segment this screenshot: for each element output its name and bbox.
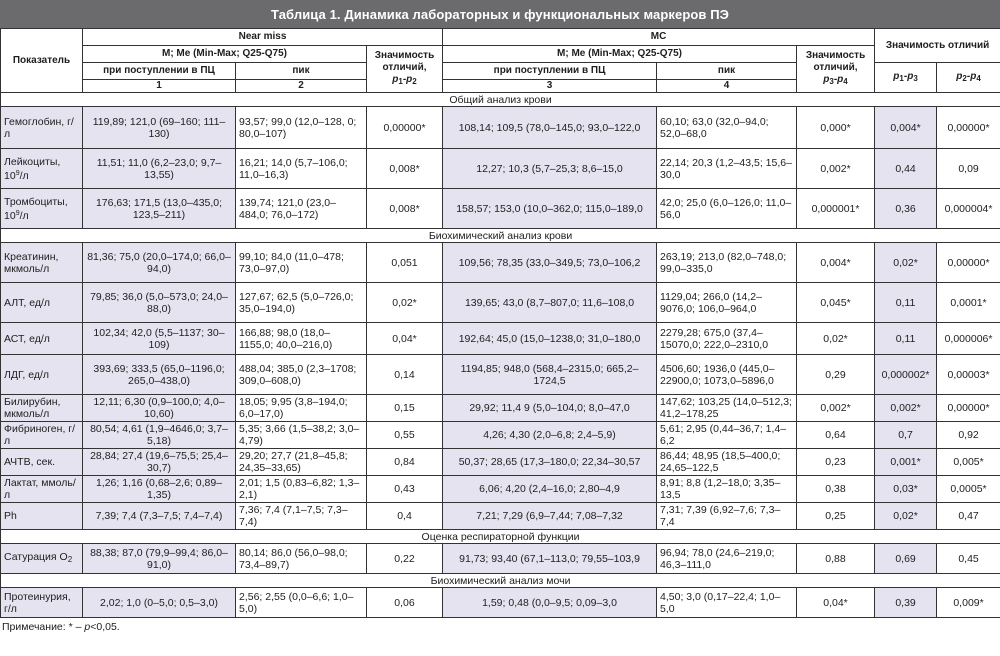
table-row [1, 588, 1000, 618]
sig-p1-p2-cell: 0,43 [367, 476, 443, 503]
table-row [1, 283, 1000, 323]
header-sig-diff: Значимость отличий [875, 29, 1000, 63]
header-stat-left: М; Me (Min-Max; Q25-Q75) [83, 46, 367, 63]
sig-p1-p2-cell: 0,22 [367, 544, 443, 574]
mc-admission-cell: 192,64; 45,0 (15,0–1238,0; 31,0–180,0 [443, 323, 657, 355]
table-row [1, 189, 1000, 229]
mc-admission-cell: 91,73; 93,40 (67,1–113,0; 79,55–103,9 [443, 544, 657, 574]
near-miss-admission-cell: 11,51; 11,0 (6,2–23,0; 9,7–13,55) [83, 149, 236, 189]
indicator-name [1, 243, 83, 283]
mc-peak-cell: 4506,60; 1936,0 (445,0–22900,0; 1073,0–5896,0 [657, 355, 797, 395]
near-miss-peak-cell: 127,67; 62,5 (5,0–726,0; 35,0–194,0) [236, 283, 367, 323]
mc-peak-cell: 147,62; 103,25 (14,0–512,3; 41,2–178,25 [657, 395, 797, 422]
indicator-name [1, 395, 83, 422]
sig-p3-p4-cell: 0,045* [797, 283, 875, 323]
indicator-label: Фибриноген, г/л [4, 423, 76, 447]
indicator-name [1, 283, 83, 323]
mc-admission-cell: 50,37; 28,65 (17,3–180,0; 22,34–30,57 [443, 449, 657, 476]
table-row [1, 544, 1000, 574]
header-indicator: Показатель [1, 29, 83, 93]
mc-peak-cell: 5,61; 2,95 (0,44–36,7; 1,4–6,2 [657, 422, 797, 449]
sig-p3-p4-cell: 0,38 [797, 476, 875, 503]
near-miss-admission-cell: 176,63; 171,5 (13,0–435,0; 123,5–211) [83, 189, 236, 229]
sig-p1-p2-cell: 0,008* [367, 189, 443, 229]
mc-peak-cell: 22,14; 20,3 (1,2–43,5; 15,6–30,0 [657, 149, 797, 189]
near-miss-admission-cell: 119,89; 121,0 (69–160; 111–130) [83, 107, 236, 149]
col-number-1: 1 [83, 80, 236, 93]
indicator-name [1, 149, 83, 189]
section-row [1, 229, 1000, 243]
near-miss-peak-cell: 99,10; 84,0 (11,0–478; 73,0–97,0) [236, 243, 367, 283]
mc-peak-cell: 263,19; 213,0 (82,0–748,0; 99,0–335,0 [657, 243, 797, 283]
near-miss-peak-cell: 18,05; 9,95 (3,8–194,0; 6,0–17,0) [236, 395, 367, 422]
mc-admission-cell: 7,21; 7,29 (6,9–7,44; 7,08–7,32 [443, 503, 657, 530]
near-miss-admission-cell: 28,84; 27,4 (19,6–75,5; 25,4–30,7) [83, 449, 236, 476]
table-title: Таблица 1. Динамика лабораторных и функциональных маркеров ПЭ [0, 0, 1000, 28]
indicator-superscript: 9 [15, 169, 20, 177]
sig-p2-p4-cell: 0,00000* [937, 395, 1000, 422]
col-number-4: 4 [657, 80, 797, 93]
sig-p1-p2-cell: 0,051 [367, 243, 443, 283]
indicator-subscript: 2 [67, 555, 73, 564]
indicator-name [1, 588, 83, 618]
mc-peak-cell: 1129,04; 266,0 (14,2–9076,0; 106,0–964,0 [657, 283, 797, 323]
mc-admission-cell: 12,27; 10,3 (5,7–25,3; 8,6–15,0 [443, 149, 657, 189]
indicator-name [1, 476, 83, 503]
indicator-name [1, 422, 83, 449]
sig-p1-p2-cell: 0,00000* [367, 107, 443, 149]
sig-p3-p4-cell: 0,004* [797, 243, 875, 283]
sig-p1-p3-cell: 0,02* [875, 503, 937, 530]
header-mc: МС [443, 29, 875, 46]
near-miss-peak-cell: 5,35; 3,66 (1,5–38,2; 3,0–4,79) [236, 422, 367, 449]
sig-p1-p3-cell: 0,002* [875, 395, 937, 422]
sig-p1-p3-cell: 0,02* [875, 243, 937, 283]
mc-peak-cell: 42,0; 25,0 (6,0–126,0; 11,0–56,0 [657, 189, 797, 229]
near-miss-peak-cell: 93,57; 99,0 (12,0–128, 0; 80,0–107) [236, 107, 367, 149]
section-row [1, 574, 1000, 588]
mc-admission-cell: 108,14; 109,5 (78,0–145,0; 93,0–122,0 [443, 107, 657, 149]
mc-peak-cell: 7,31; 7,39 (6,92–7,6; 7,3–7,4 [657, 503, 797, 530]
indicator-label: Билирубин, мкмоль/л [4, 396, 61, 420]
header-p24: $p_2-p_4$ [937, 63, 1000, 93]
sig-p1-p3-cell: 0,000002* [875, 355, 937, 395]
table-row [1, 323, 1000, 355]
indicator-label: Гемоглобин, г/л [4, 115, 74, 140]
sig-p2-p4-cell: 0,47 [937, 503, 1000, 530]
indicator-label: Ph [4, 510, 17, 522]
near-miss-admission-cell: 393,69; 333,5 (65,0–1196,0; 265,0–438,0) [83, 355, 236, 395]
sig-p3-p4-cell: 0,04* [797, 588, 875, 618]
mc-peak-cell: 4,50; 3,0 (0,17–22,4; 1,0–5,0 [657, 588, 797, 618]
near-miss-peak-cell: 2,01; 1,5 (0,83–6,82; 1,3–2,1) [236, 476, 367, 503]
table-row [1, 107, 1000, 149]
sig-p3-p4-cell: 0,23 [797, 449, 875, 476]
indicator-name [1, 355, 83, 395]
header-stat-right: М; Me (Min-Max; Q25-Q75) [443, 46, 797, 63]
table-row [1, 395, 1000, 422]
near-miss-admission-cell: 12,11; 6,30 (0,9–100,0; 4,0–10,60) [83, 395, 236, 422]
indicator-superscript: 9 [15, 209, 20, 217]
sig-p1-p3-cell: 0,44 [875, 149, 937, 189]
mc-peak-cell: 96,94; 78,0 (24,6–219,0; 46,3–111,0 [657, 544, 797, 574]
section-row [1, 530, 1000, 544]
sig-p1-p3-cell: 0,11 [875, 283, 937, 323]
sig-p1-p3-cell: 0,03* [875, 476, 937, 503]
sig-p2-p4-cell: 0,000006* [937, 323, 1000, 355]
near-miss-admission-cell: 102,34; 42,0 (5,5–1137; 30–109) [83, 323, 236, 355]
sig-p2-p4-cell: 0,000004* [937, 189, 1000, 229]
mc-admission-cell: 1194,85; 948,0 (568,4–2315,0; 665,2–1724,5 [443, 355, 657, 395]
sig-p1-p3-cell: 0,7 [875, 422, 937, 449]
sig-p1-p3-cell: 0,39 [875, 588, 937, 618]
header-sig34: Значимость отличий, $p_3-p_4$ [797, 46, 875, 93]
indicator-label: Тромбоциты, 10 [4, 195, 68, 222]
near-miss-admission-cell: 88,38; 87,0 (79,9–99,4; 86,0–91,0) [83, 544, 236, 574]
sig-p1-p2-cell: 0,15 [367, 395, 443, 422]
sig-p2-p4-cell: 0,0001* [937, 283, 1000, 323]
sig-p3-p4-cell: 0,29 [797, 355, 875, 395]
table-row [1, 476, 1000, 503]
header-admission-mc: при поступлении в ПЦ [443, 63, 657, 80]
mc-admission-cell: 109,56; 78,35 (33,0–349,5; 73,0–106,2 [443, 243, 657, 283]
mc-admission-cell: 4,26; 4,30 (2,0–6,8; 2,4–5,9) [443, 422, 657, 449]
sig-p1-p2-cell: 0,04* [367, 323, 443, 355]
sig-p2-p4-cell: 0,0005* [937, 476, 1000, 503]
near-miss-peak-cell: 2,56; 2,55 (0,0–6,6; 1,0–5,0) [236, 588, 367, 618]
indicator-label: Протеинурия, г/л [4, 590, 71, 615]
col-number-3: 3 [443, 80, 657, 93]
near-miss-peak-cell: 16,21; 14,0 (5,7–106,0; 11,0–16,3) [236, 149, 367, 189]
mc-peak-cell: 8,91; 8,8 (1,2–18,0; 3,35–13,5 [657, 476, 797, 503]
near-miss-peak-cell: 166,88; 98,0 (18,0–1155,0; 40,0–216,0) [236, 323, 367, 355]
mc-admission-cell: 139,65; 43,0 (8,7–807,0; 11,6–108,0 [443, 283, 657, 323]
sig-p3-p4-cell: 0,000001* [797, 189, 875, 229]
sig-p2-p4-cell: 0,00000* [937, 107, 1000, 149]
mc-peak-cell: 86,44; 48,95 (18,5–400,0; 24,65–122,5 [657, 449, 797, 476]
indicator-label: Сатурация O [4, 551, 68, 563]
table-body [1, 93, 1000, 618]
mc-peak-cell: 60,10; 63,0 (32,0–94,0; 52,0–68,0 [657, 107, 797, 149]
near-miss-peak-cell: 80,14; 86,0 (56,0–98,0; 73,4–89,7) [236, 544, 367, 574]
sig-p3-p4-cell: 0,02* [797, 323, 875, 355]
near-miss-admission-cell: 80,54; 4,61 (1,9–4646,0; 3,7–5,18) [83, 422, 236, 449]
indicator-unit: /л [19, 169, 29, 182]
near-miss-peak-cell: 7,36; 7,4 (7,1–7,5; 7,3–7,4) [236, 503, 367, 530]
header-admission: при поступлении в ПЦ [83, 63, 236, 80]
sig-p1-p2-cell: 0,55 [367, 422, 443, 449]
sig-p3-p4-cell: 0,25 [797, 503, 875, 530]
sig-p1-p2-cell: 0,14 [367, 355, 443, 395]
header-p13: $p_1-p_3$ [875, 63, 937, 93]
sig-p1-p3-cell: 0,004* [875, 107, 937, 149]
sig-p2-p4-cell: 0,00003* [937, 355, 1000, 395]
table-row [1, 503, 1000, 530]
indicator-label: АСТ, ед/л [4, 332, 50, 345]
table-row [1, 355, 1000, 395]
indicator-name [1, 323, 83, 355]
section-title: Биохимический анализ мочи [1, 574, 1000, 588]
mc-admission-cell: 1,59; 0,48 (0,0–9,5; 0,09–3,0 [443, 588, 657, 618]
table-row [1, 422, 1000, 449]
header-peak-mc: пик [657, 63, 797, 80]
sig-p2-p4-cell: 0,45 [937, 544, 1000, 574]
mc-peak-cell: 2279,28; 675,0 (37,4–15070,0; 222,0–2310,0 [657, 323, 797, 355]
indicator-unit: /л [19, 209, 29, 222]
near-miss-admission-cell: 7,39; 7,4 (7,3–7,5; 7,4–7,4) [83, 503, 236, 530]
table-row [1, 149, 1000, 189]
sig-p3-p4-cell: 0,002* [797, 395, 875, 422]
near-miss-admission-cell: 79,85; 36,0 (5,0–573,0; 24,0–88,0) [83, 283, 236, 323]
near-miss-peak-cell: 29,20; 27,7 (21,8–45,8; 24,35–33,65) [236, 449, 367, 476]
near-miss-admission-cell: 81,36; 75,0 (20,0–174,0; 66,0–94,0) [83, 243, 236, 283]
sig-p2-p4-cell: 0,92 [937, 422, 1000, 449]
indicator-name [1, 544, 83, 574]
indicator-label: АЛТ, ед/л [4, 296, 50, 309]
indicator-name [1, 449, 83, 476]
sig-p1-p2-cell: 0,06 [367, 588, 443, 618]
indicator-name [1, 107, 83, 149]
sig-p1-p2-cell: 0,02* [367, 283, 443, 323]
section-title: Оценка респираторной функции [1, 530, 1000, 544]
indicator-name [1, 503, 83, 530]
sig-p1-p3-cell: 0,69 [875, 544, 937, 574]
header-sig12: Значимость отличий, $p_1-p_2$ [367, 46, 443, 93]
sig-p2-p4-cell: 0,00000* [937, 243, 1000, 283]
indicator-name [1, 189, 83, 229]
near-miss-admission-cell: 1,26; 1,16 (0,68–2,6; 0,89–1,35) [83, 476, 236, 503]
indicator-label: АЧТВ, сек. [4, 456, 56, 468]
sig-p1-p2-cell: 0,84 [367, 449, 443, 476]
sig-p2-p4-cell: 0,09 [937, 149, 1000, 189]
header-peak: пик [236, 63, 367, 80]
near-miss-peak-cell: 488,04; 385,0 (2,3–1708; 309,0–608,0) [236, 355, 367, 395]
near-miss-admission-cell: 2,02; 1,0 (0–5,0; 0,5–3,0) [83, 588, 236, 618]
near-miss-peak-cell: 139,74; 121,0 (23,0–484,0; 76,0–172) [236, 189, 367, 229]
mc-admission-cell: 6,06; 4,20 (2,4–16,0; 2,80–4,9 [443, 476, 657, 503]
section-title: Биохимический анализ крови [1, 229, 1000, 243]
section-row [1, 93, 1000, 107]
data-table [0, 28, 1000, 618]
section-title: Общий анализ крови [1, 93, 1000, 107]
col-number-2: 2 [236, 80, 367, 93]
sig-p3-p4-cell: 0,88 [797, 544, 875, 574]
sig-p2-p4-cell: 0,009* [937, 588, 1000, 618]
footnote: Примечание: * – p<0,05. [2, 621, 120, 633]
sig-p1-p2-cell: 0,008* [367, 149, 443, 189]
indicator-label: Креатинин, мкмоль/л [4, 250, 59, 275]
indicator-label: Лейкоциты, 10 [4, 155, 61, 182]
sig-p3-p4-cell: 0,002* [797, 149, 875, 189]
header-near-miss: Near miss [83, 29, 443, 46]
mc-admission-cell: 29,92; 11,4 9 (5,0–104,0; 8,0–47,0 [443, 395, 657, 422]
sig-p1-p3-cell: 0,001* [875, 449, 937, 476]
indicator-label: Лактат, ммоль/л [4, 477, 76, 501]
sig-p3-p4-cell: 0,000* [797, 107, 875, 149]
sig-p3-p4-cell: 0,64 [797, 422, 875, 449]
sig-p1-p3-cell: 0,36 [875, 189, 937, 229]
indicator-label: ЛДГ, ед/л [4, 368, 50, 381]
sig-p1-p3-cell: 0,11 [875, 323, 937, 355]
mc-admission-cell: 158,57; 153,0 (10,0–362,0; 115,0–189,0 [443, 189, 657, 229]
table-row [1, 449, 1000, 476]
sig-p2-p4-cell: 0,005* [937, 449, 1000, 476]
sig-p1-p2-cell: 0,4 [367, 503, 443, 530]
table-row [1, 243, 1000, 283]
